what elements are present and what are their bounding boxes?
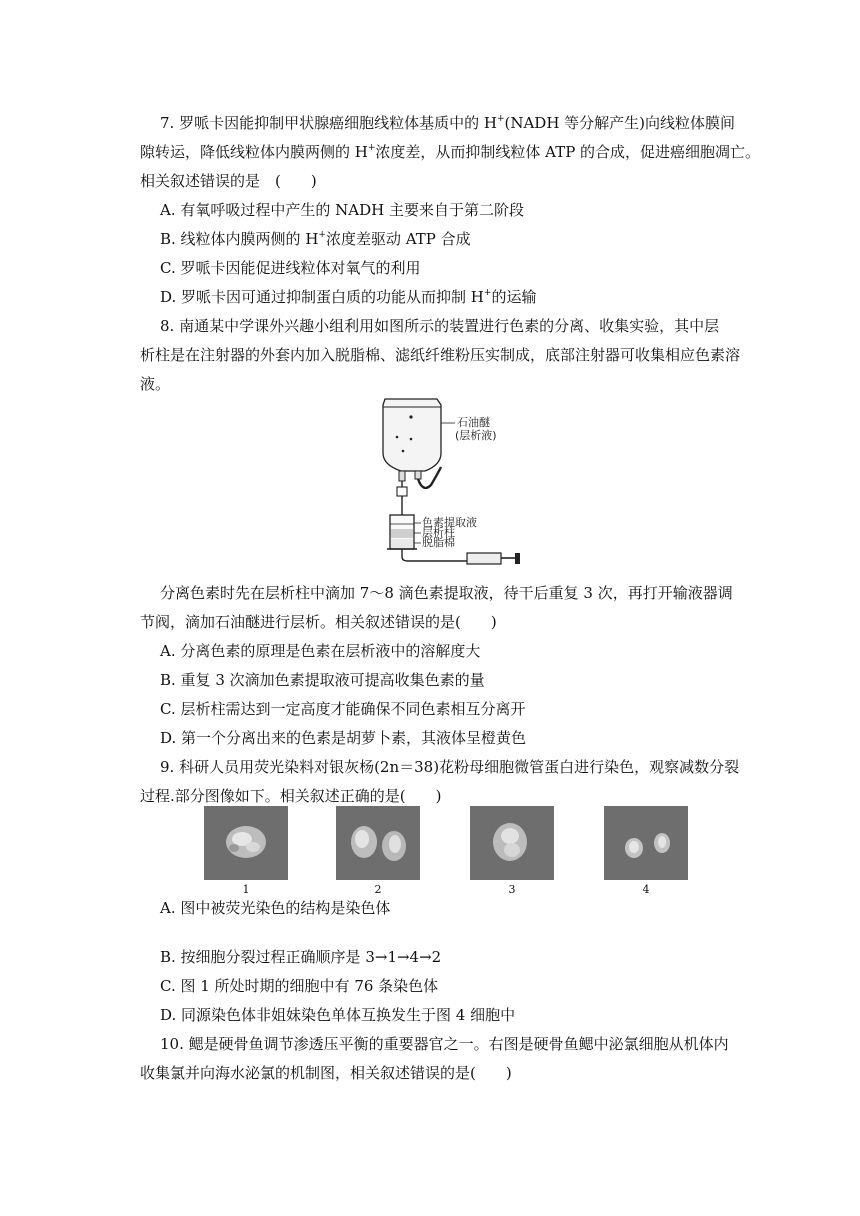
q9-option-c: C. 图 1 所处时期的细胞中有 76 条染色体: [160, 977, 439, 995]
q9-stem-line-1: 9. 科研人员用荧光染料对银灰杨(2n＝38)花粉母细胞微管蛋白进行染色，观察减数分裂: [160, 758, 740, 776]
label-degreased-cotton: 脱脂棉: [422, 536, 455, 549]
collection-syringe: [467, 553, 501, 564]
micrograph-label-4: 4: [642, 883, 650, 896]
q9-stem-line-2: 过程.部分图像如下。相关叙述正确的是( ): [140, 787, 442, 805]
q7-option-c: C. 罗哌卡因能促进线粒体对氧气的利用: [160, 259, 421, 277]
q9-option-d: D. 同源染色体非姐妹染色单体互换发生于图 4 细胞中: [160, 1006, 516, 1024]
q8-stem-line-1: 8. 南通某中学课外兴趣小组利用如图所示的装置进行色素的分离、收集实验，其中层: [160, 317, 720, 335]
chromatography-apparatus-diagram: [375, 393, 525, 565]
q7-option-d: D. 罗哌卡因可通过抑制蛋白质的功能从而抑制 H+的运输: [160, 288, 537, 306]
q8-option-b: B. 重复 3 次滴加色素提取液可提高收集色素的量: [160, 671, 485, 689]
q7-option-a: A. 有氧呼吸过程中产生的 NADH 主要来自于第二阶段: [160, 201, 524, 219]
q7-stem-line-1: 7. 罗哌卡因能抑制甲状腺癌细胞线粒体基质中的 H+(NADH 等分解产生)向线粒体膜间: [160, 114, 736, 132]
micrograph-3: [470, 806, 554, 880]
label-petroleum-ether: 石油醚: [457, 416, 490, 429]
micrograph-label-2: 2: [374, 883, 382, 896]
micrograph-4: [604, 806, 688, 880]
micrograph-2: [336, 806, 420, 880]
micrograph-label-3: 3: [508, 883, 516, 896]
q8-stem-line-3: 液。: [140, 375, 171, 393]
micrograph-label-1: 1: [242, 883, 250, 896]
q9-option-b: B. 按细胞分裂过程正确顺序是 3→1→4→2: [160, 948, 442, 966]
q7-stem-line-2: 隙转运，降低线粒体内膜两侧的 H+浓度差，从而抑制线粒体 ATP 的合成，促进癌细胞凋亡。: [140, 143, 761, 161]
q8-option-a: A. 分离色素的原理是色素在层析液中的溶解度大: [160, 642, 481, 660]
regulator-valve: [397, 487, 407, 496]
micrograph-1: [204, 806, 288, 880]
q8-after-figure-line-1: 分离色素时先在层析柱中滴加 7～8 滴色素提取液，待干后重复 3 次，再打开输液器调: [160, 584, 733, 602]
q10-stem-line-1: 10. 鳃是硬骨鱼调节渗透压平衡的重要器官之一。右图是硬骨鱼鳃中泌氯细胞从机体内: [160, 1035, 729, 1053]
q10-stem-line-2: 收集氯并向海水泌氯的机制图，相关叙述错误的是( ): [140, 1064, 512, 1082]
q8-stem-line-2: 析柱是在注射器的外套内加入脱脂棉、滤纸纤维粉压实制成，底部注射器可收集相应色素溶: [140, 346, 741, 364]
label-column: 层析柱: [422, 526, 455, 539]
q9-option-a: A. 图中被荧光染色的结构是染色体: [160, 899, 391, 917]
label-chromatography-solution: (层析液): [455, 429, 497, 442]
q8-option-c: C. 层析柱需达到一定高度才能确保不同色素相互分离开: [160, 700, 526, 718]
label-pigment-extract: 色素提取液: [422, 516, 477, 529]
q8-option-d: D. 第一个分离出来的色素是胡萝卜素，其液体呈橙黄色: [160, 729, 527, 747]
infusion-bag: [383, 399, 441, 471]
q7-stem-line-3: 相关叙述错误的是 ( ): [140, 172, 317, 190]
q7-option-b: B. 线粒体内膜两侧的 H+浓度差驱动 ATP 合成: [160, 230, 471, 248]
q8-after-figure-line-2: 节阀，滴加石油醚进行层析。相关叙述错误的是( ): [140, 613, 497, 631]
